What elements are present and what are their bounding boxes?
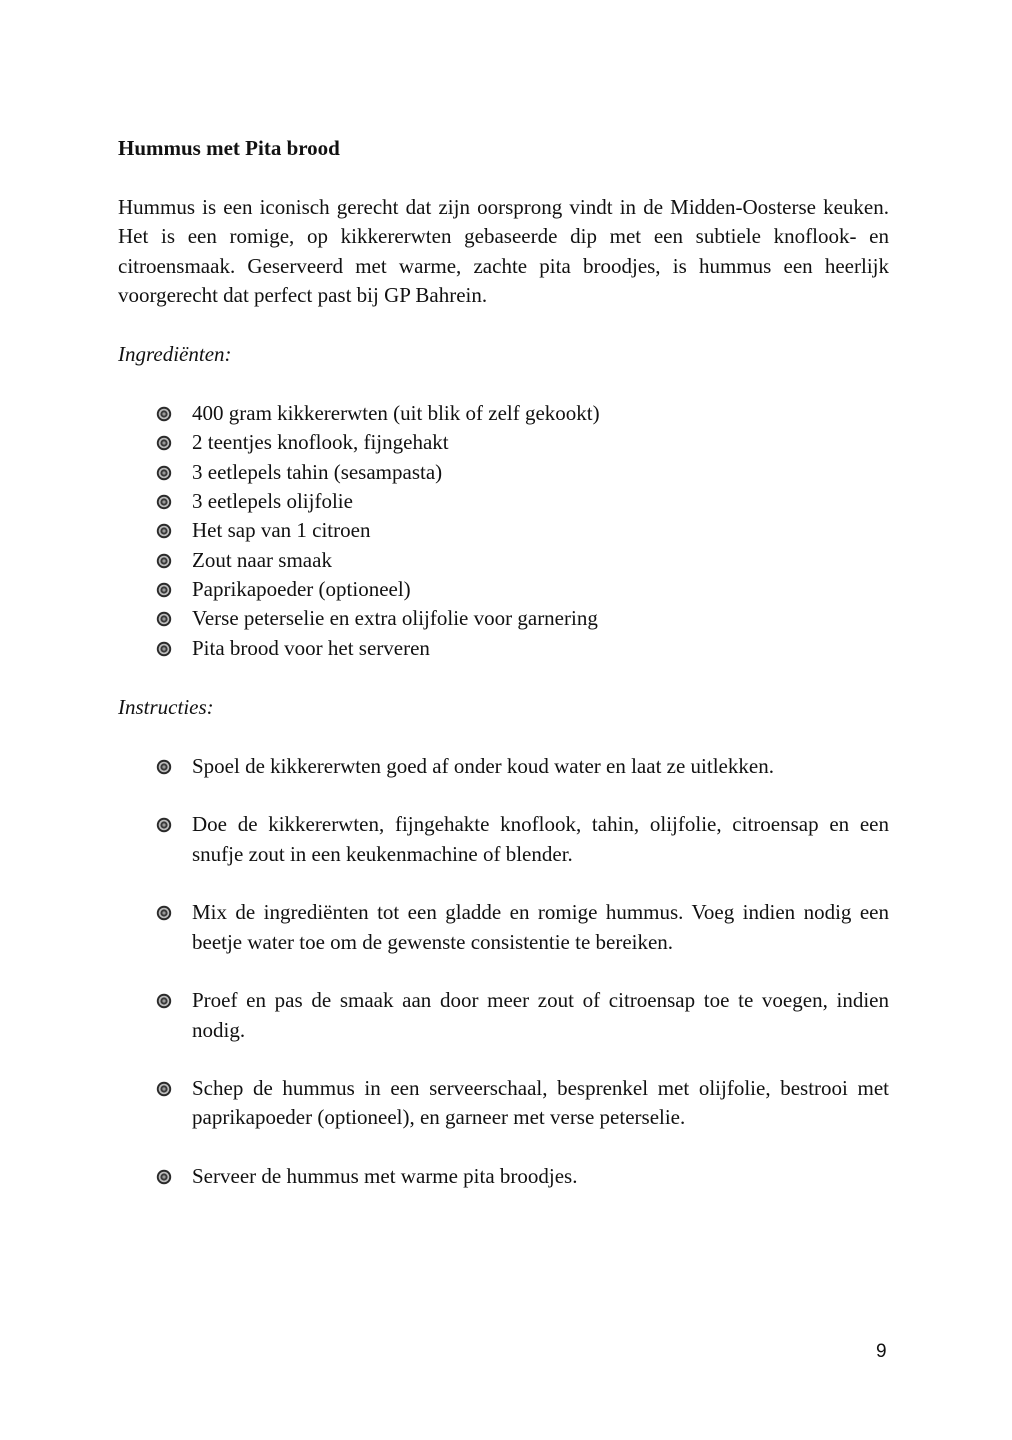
instruction-step xyxy=(118,898,889,957)
recipe-title: Hummus met Pita brood xyxy=(118,136,340,160)
page-content xyxy=(118,134,889,1221)
target-bullet-icon xyxy=(156,406,172,422)
ingredient-item xyxy=(118,516,889,545)
target-bullet-icon xyxy=(156,817,172,833)
target-bullet-icon xyxy=(156,494,172,510)
ingredient-item-text: 400 gram kikkererwten (uit blik of zelf gekookt) xyxy=(192,401,600,426)
recipe-intro: Hummus is een iconisch gerecht dat zijn oorsprong vindt in de Midden-Oosterse keuken. Het is een romige, op kikkererwten gebaseerde dip met een subtiele knoflook- en citroensmaak. Geserveerd met warme, zachte pita broodjes, is hummus een heerlijk voorgerecht dat perfect past bij GP Bahrein. xyxy=(118,195,889,307)
instructions-heading: Instructies: xyxy=(118,694,214,719)
ingredient-item xyxy=(118,458,889,487)
target-bullet-icon xyxy=(156,1081,172,1097)
ingredient-item-text: Pita brood voor het serveren xyxy=(192,635,430,660)
instructions-list xyxy=(118,752,889,1191)
ingredient-item xyxy=(118,634,889,663)
target-bullet-icon xyxy=(156,641,172,657)
ingredient-item-text: Het sap van 1 citroen xyxy=(192,518,371,543)
instruction-step xyxy=(118,752,889,781)
ingredients-list xyxy=(118,399,889,663)
target-bullet-icon xyxy=(156,905,172,921)
target-bullet-icon xyxy=(156,523,172,539)
instruction-step-text: Doe de kikkererwten, fijngehakte knoflook, tahin, olijfolie, citroensap en een snufje zout in een keukenmachine of blender. xyxy=(192,812,889,866)
ingredient-item xyxy=(118,575,889,604)
ingredient-item xyxy=(118,546,889,575)
ingredient-item xyxy=(118,428,889,457)
ingredient-item-text: 3 eetlepels olijfolie xyxy=(192,489,353,514)
instruction-step xyxy=(118,1162,889,1191)
target-bullet-icon xyxy=(156,435,172,451)
target-bullet-icon xyxy=(156,582,172,598)
ingredient-item-text: Verse peterselie en extra olijfolie voor garnering xyxy=(192,606,598,631)
target-bullet-icon xyxy=(156,993,172,1009)
instruction-step-text: Serveer de hummus met warme pita broodjes. xyxy=(192,1164,578,1189)
target-bullet-icon xyxy=(156,465,172,481)
instruction-step-text: Schep de hummus in een serveerschaal, besprenkel met olijfolie, bestrooi met paprikapoeder (optioneel), en garneer met verse peterselie. xyxy=(192,1076,889,1130)
target-bullet-icon xyxy=(156,553,172,569)
instruction-step-text: Spoel de kikkererwten goed af onder koud water en laat ze uitlekken. xyxy=(192,753,774,778)
instruction-step xyxy=(118,1074,889,1133)
page-number: 9 xyxy=(876,1341,887,1362)
ingredient-item-text: 2 teentjes knoflook, fijngehakt xyxy=(192,430,449,455)
ingredient-item xyxy=(118,487,889,516)
ingredient-item-text: Zout naar smaak xyxy=(192,547,332,572)
ingredient-item-text: 3 eetlepels tahin (sesampasta) xyxy=(192,459,443,484)
ingredient-item-text: Paprikapoeder (optioneel) xyxy=(192,576,411,601)
target-bullet-icon xyxy=(156,1169,172,1185)
instruction-step xyxy=(118,810,889,869)
ingredients-heading: Ingrediënten: xyxy=(118,342,232,367)
target-bullet-icon xyxy=(156,759,172,775)
instruction-step-text: Mix de ingrediënten tot een gladde en romige hummus. Voeg indien nodig een beetje water toe om de gewenste consistentie te bereiken. xyxy=(192,900,889,954)
target-bullet-icon xyxy=(156,611,172,627)
instruction-step-text: Proef en pas de smaak aan door meer zout of citroensap toe te voegen, indien nodig. xyxy=(192,988,889,1042)
instruction-step xyxy=(118,986,889,1045)
ingredient-item xyxy=(118,399,889,428)
ingredient-item xyxy=(118,604,889,633)
